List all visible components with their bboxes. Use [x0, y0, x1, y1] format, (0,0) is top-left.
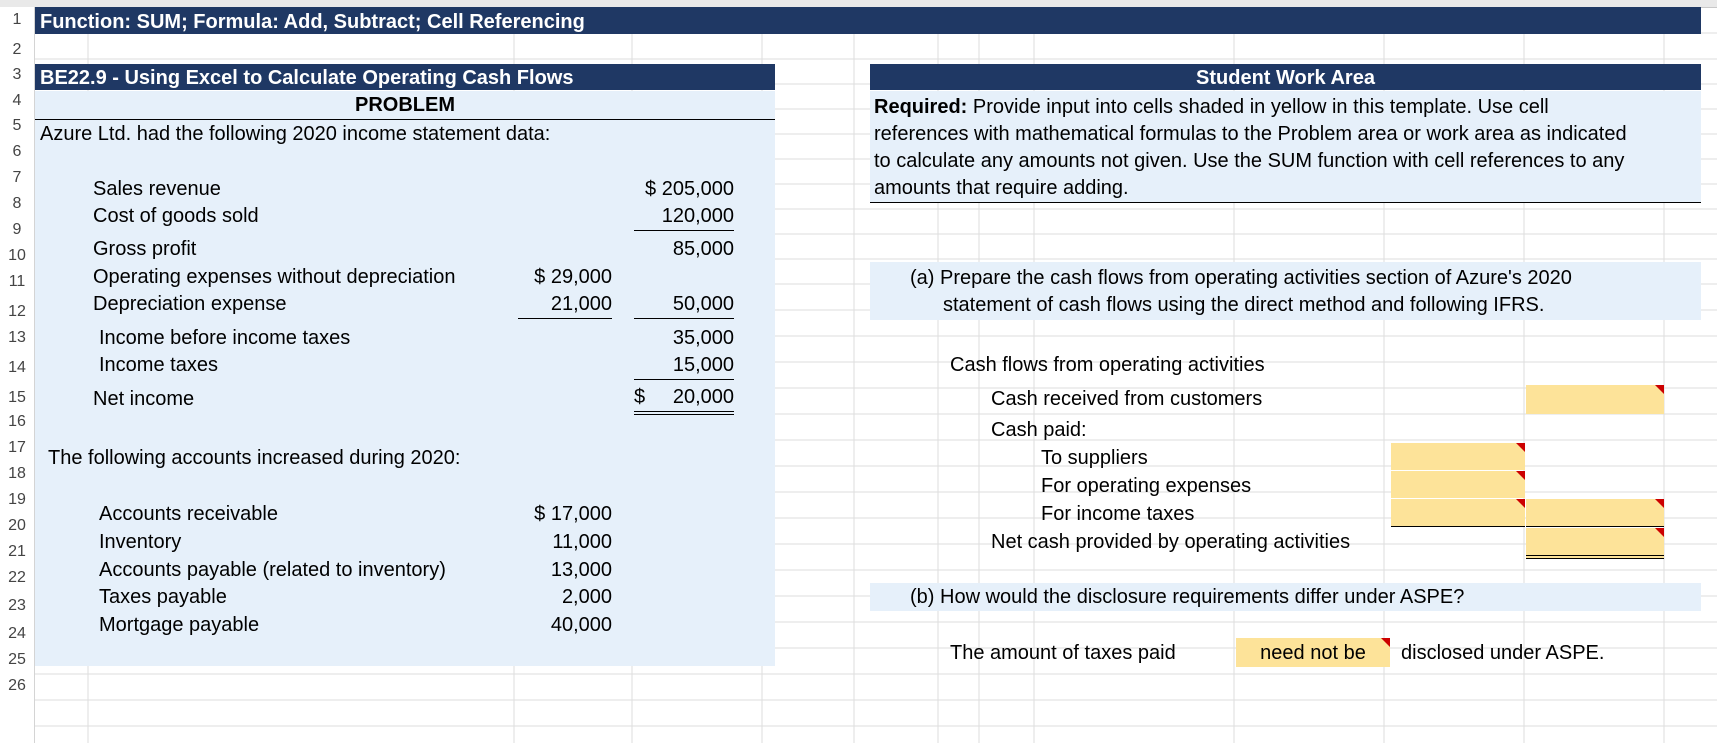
- comment-marker-icon: [1655, 499, 1664, 508]
- comment-marker-icon: [1516, 499, 1525, 508]
- sales-label[interactable]: Sales revenue: [93, 178, 221, 200]
- row-number[interactable]: 26: [8, 677, 26, 694]
- problem-label[interactable]: PROBLEM: [35, 91, 775, 120]
- net-income-cell[interactable]: [634, 383, 734, 415]
- cogs-label[interactable]: Cost of goods sold: [93, 205, 259, 227]
- increase-label[interactable]: Taxes payable: [99, 586, 227, 608]
- taxes-paid-prefix[interactable]: The amount of taxes paid: [950, 642, 1176, 664]
- row-number[interactable]: 9: [12, 221, 22, 238]
- row-number[interactable]: 23: [8, 597, 26, 614]
- row-number[interactable]: 5: [12, 117, 22, 134]
- total-cash-paid-input[interactable]: [1526, 499, 1664, 527]
- row-number[interactable]: 13: [8, 329, 26, 346]
- increase-label[interactable]: Mortgage payable: [99, 614, 260, 636]
- row-number[interactable]: 21: [8, 543, 26, 560]
- row-number[interactable]: 2: [12, 41, 22, 58]
- to-suppliers-input[interactable]: [1391, 443, 1525, 470]
- taxes-paid-choice: need not be: [1260, 642, 1366, 664]
- work-area-title[interactable]: Student Work Area: [1196, 67, 1375, 89]
- increase-value[interactable]: $ 17,000: [534, 503, 612, 525]
- comment-marker-icon: [1655, 385, 1664, 394]
- row-number[interactable]: 25: [8, 651, 26, 668]
- problem-title[interactable]: BE22.9 - Using Excel to Calculate Operating Cash Flows: [40, 67, 574, 89]
- increase-value[interactable]: 2,000: [561, 586, 612, 608]
- comment-marker-icon: [1516, 443, 1525, 452]
- net-cash-input[interactable]: [1526, 528, 1664, 559]
- cash-received-input[interactable]: [1526, 385, 1664, 414]
- row-number[interactable]: 15: [8, 389, 26, 406]
- net-cash-label[interactable]: Net cash provided by operating activities: [991, 531, 1351, 553]
- row-number[interactable]: 17: [8, 439, 26, 456]
- increase-value[interactable]: 13,000: [550, 559, 612, 581]
- gross-profit-value[interactable]: 85,000: [672, 238, 734, 260]
- row-number[interactable]: 11: [8, 273, 26, 290]
- for-opex-label[interactable]: For operating expenses: [1041, 475, 1252, 497]
- row-number[interactable]: 18: [8, 465, 26, 482]
- sales-value[interactable]: $ 205,000: [645, 178, 734, 200]
- row-number[interactable]: 3: [12, 66, 22, 83]
- required-line-3[interactable]: to calculate any amounts not given. Use the SUM function with cell references to any: [874, 150, 1625, 172]
- comment-marker-icon: [1516, 471, 1525, 480]
- part-a-line-2[interactable]: statement of cash flows using the direct method and following IFRS.: [943, 294, 1545, 316]
- row-number[interactable]: 22: [8, 569, 26, 586]
- cash-received-label[interactable]: Cash received from customers: [991, 388, 1263, 410]
- row-header-column: [0, 7, 35, 743]
- row-number[interactable]: 8: [12, 195, 22, 212]
- income-before-tax-label[interactable]: Income before income taxes: [99, 327, 351, 349]
- for-opex-input[interactable]: [1391, 471, 1525, 498]
- part-b-question[interactable]: (b) How would the disclosure requirements differ under ASPE?: [910, 586, 1465, 608]
- row-number[interactable]: 24: [8, 625, 26, 642]
- row-number[interactable]: 1: [12, 11, 22, 28]
- row-number[interactable]: 12: [8, 303, 26, 320]
- total-expenses-value[interactable]: 50,000: [634, 290, 734, 319]
- income-taxes-value[interactable]: 15,000: [634, 351, 734, 380]
- row-number[interactable]: 10: [8, 247, 26, 264]
- depreciation-label[interactable]: Depreciation expense: [93, 293, 287, 315]
- comment-marker-icon: [1381, 638, 1390, 647]
- net-income-currency: $: [634, 386, 646, 408]
- income-before-tax-value[interactable]: 35,000: [672, 327, 734, 349]
- row-number[interactable]: 16: [8, 413, 26, 430]
- row-number[interactable]: 14: [8, 359, 26, 376]
- cash-paid-label[interactable]: Cash paid:: [991, 419, 1087, 441]
- increases-intro[interactable]: The following accounts increased during 2020:: [48, 447, 461, 469]
- increase-label[interactable]: Accounts payable (related to inventory): [99, 559, 446, 581]
- problem-intro[interactable]: Azure Ltd. had the following 2020 income statement data:: [40, 123, 551, 145]
- comment-marker-icon: [1655, 528, 1664, 537]
- sheet-title[interactable]: Function: SUM; Formula: Add, Subtract; Cell Referencing: [40, 11, 585, 33]
- required-line-1[interactable]: [874, 93, 1549, 121]
- row-number[interactable]: 7: [12, 169, 22, 186]
- required-text-1: Provide input into cells shaded in yellow in this template. Use cell: [967, 96, 1549, 118]
- increase-label[interactable]: Accounts receivable: [99, 503, 278, 525]
- taxes-paid-suffix[interactable]: disclosed under ASPE.: [1401, 642, 1605, 664]
- net-income-label[interactable]: Net income: [93, 388, 195, 410]
- gross-profit-label[interactable]: Gross profit: [93, 238, 197, 260]
- net-income-value: 20,000: [672, 386, 734, 408]
- increase-label[interactable]: Inventory: [99, 531, 182, 553]
- row-number[interactable]: 20: [8, 517, 26, 534]
- required-line-2[interactable]: references with mathematical formulas to the Problem area or work area as indicated: [874, 123, 1627, 145]
- depreciation-value[interactable]: 21,000: [518, 290, 612, 319]
- for-taxes-input[interactable]: [1391, 499, 1525, 527]
- increase-value[interactable]: 40,000: [550, 614, 612, 636]
- row-number[interactable]: 4: [12, 92, 22, 109]
- to-suppliers-label[interactable]: To suppliers: [1041, 447, 1148, 469]
- increase-value[interactable]: 11,000: [552, 531, 612, 553]
- required-bold: Required:: [874, 96, 968, 118]
- row-number[interactable]: 6: [12, 143, 22, 160]
- opex-label[interactable]: Operating expenses without depreciation: [93, 266, 456, 288]
- opex-value[interactable]: $ 29,000: [534, 266, 612, 288]
- income-taxes-label[interactable]: Income taxes: [99, 354, 218, 376]
- for-taxes-label[interactable]: For income taxes: [1041, 503, 1195, 525]
- part-a-line-1[interactable]: (a) Prepare the cash flows from operating activities section of Azure's 2020: [910, 267, 1572, 289]
- cfo-heading[interactable]: Cash flows from operating activities: [950, 354, 1265, 376]
- cogs-value[interactable]: 120,000: [634, 202, 734, 231]
- row-number[interactable]: 19: [8, 491, 26, 508]
- taxes-paid-choice-cell[interactable]: [1236, 638, 1390, 667]
- required-line-4[interactable]: amounts that require adding.: [874, 177, 1129, 199]
